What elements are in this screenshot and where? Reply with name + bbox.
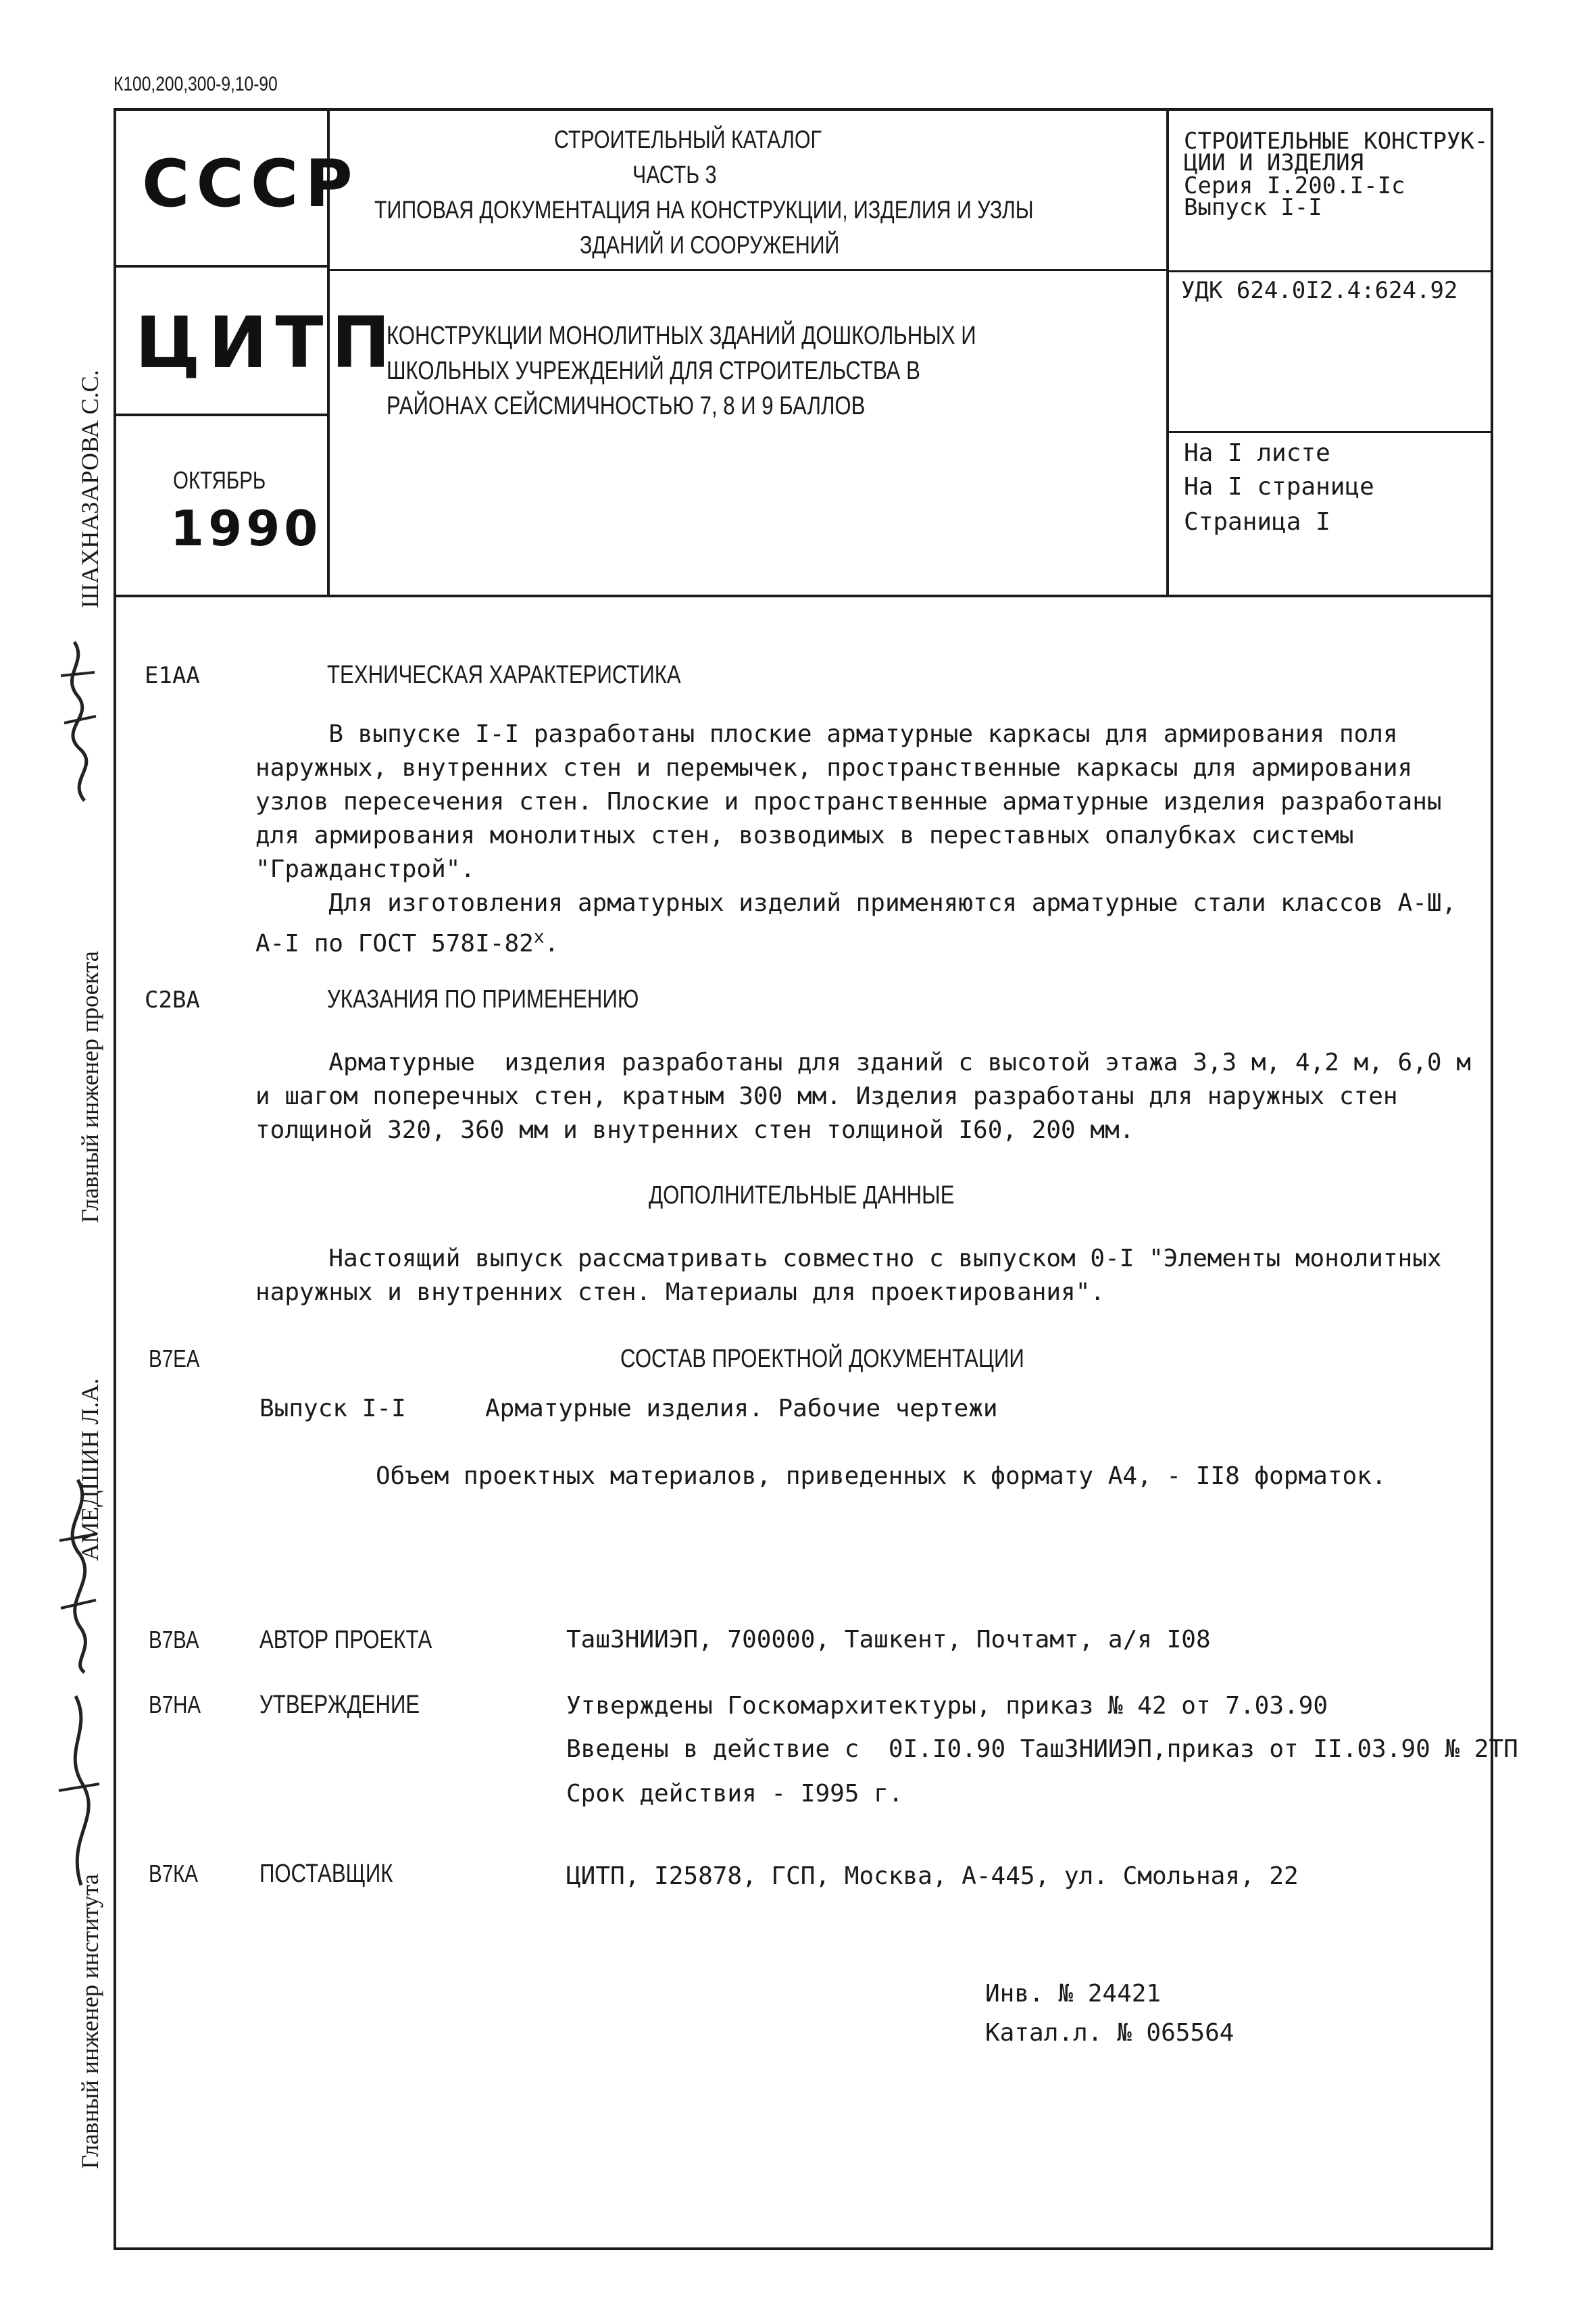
usage-code: С2ВА — [145, 987, 200, 1014]
sheet-line-2: На I странице — [1184, 473, 1374, 501]
additional-title: ДОПОЛНИТЕЛЬНЫЕ ДАННЫЕ — [649, 1181, 955, 1210]
tech-title: ТЕХНИЧЕСКАЯ ХАРАКТЕРИСТИКА — [327, 661, 681, 689]
additional-line-2: наружных и внутренних стен. Материалы для проектирования". — [255, 1278, 1105, 1306]
approval-line-2: Введены в действие с 0I.I0.90 ТашЗНИИЭП,приказ от II.03.90 № 2ТП — [566, 1735, 1518, 1763]
side-right-top-name: ШАХНАЗАРОВА С.С. — [76, 370, 103, 608]
composition-volume: Объем проектных материалов, приведенных к формату А4, - II8 форматок. — [376, 1462, 1387, 1490]
tech-line-7-tail: . — [544, 930, 559, 957]
supplier-label: ПОСТАВЩИК — [259, 1860, 393, 1888]
tech-line-5: "Гражданстрой". — [255, 855, 476, 883]
udk-label: УДК 624.0I2.4:624.92 — [1181, 277, 1458, 304]
series-line-2: ЦИИ И ИЗДЕЛИЯ — [1184, 149, 1364, 176]
series-line-3: Серия I.200.I-Iс — [1184, 172, 1405, 199]
frame-bottom — [114, 2247, 1493, 2250]
month-label: ОКТЯБРЬ — [173, 466, 266, 494]
frame-left — [114, 108, 116, 2250]
tech-line-7-sup: x — [533, 927, 545, 947]
catalog-line-3: ТИПОВАЯ ДОКУМЕНТАЦИЯ НА КОНСТРУКЦИИ, ИЗДЕЛИЯ И УЗЛЫ — [374, 196, 1034, 224]
frame-right — [1491, 108, 1493, 2250]
catalog-row-line — [328, 269, 1168, 271]
tech-line-4: для армирования монолитных стен, возводимых в переставных опалубках системы — [255, 822, 1354, 849]
composition-issue: Выпуск I-I — [259, 1395, 406, 1422]
side-bottom-caption: Главный инженер института — [76, 1874, 103, 2169]
ussr-label: СССР — [142, 146, 359, 222]
right-row-line-1 — [1168, 270, 1492, 272]
tech-line-1: В выпуске I-I разработаны плоские арматурные каркасы для армирования поля — [255, 720, 1398, 748]
catalog-line-4: ЗДАНИЙ И СООРУЖЕНИЙ — [580, 231, 840, 259]
header-bottom-line — [114, 595, 1493, 597]
usage-line-1: Арматурные изделия разработаны для зданий с высотой этажа 3,3 м, 4,2 м, 6,0 м — [255, 1049, 1471, 1076]
frame-top — [114, 108, 1493, 111]
signature-top — [47, 635, 108, 811]
author-value: ТашЗНИИЭП, 700000, Ташкент, Почтамт, а/я I08 — [566, 1626, 1211, 1653]
tech-line-7 — [255, 920, 559, 961]
tech-line-6: Для изготовления арматурных изделий применяются арматурные стали классов А-Ш, — [255, 889, 1457, 917]
supplier-value: ЦИТП, I25878, ГСП, Москва, А-445, ул. Смольная, 22 — [566, 1862, 1299, 1890]
usage-line-3: толщиной 320, 360 мм и внутренних стен толщиной I60, 200 мм. — [255, 1116, 1134, 1144]
document-code: К100,200,300-9,10-90 — [114, 73, 278, 95]
series-line-4: Выпуск I-I — [1184, 194, 1322, 221]
tech-line-7-text: А-I по ГОСТ 578I-82 — [255, 930, 534, 957]
right-row-line-2 — [1168, 431, 1492, 433]
composition-title: СОСТАВ ПРОЕКТНОЙ ДОКУМЕНТАЦИИ — [620, 1345, 1024, 1373]
tech-line-2: наружных, внутренних стен и перемычек, пространственные каркасы для армирования — [255, 754, 1413, 782]
sheet-line-1: На I листе — [1184, 439, 1330, 467]
catalog-sheet-number: Катал.л. № 065564 — [985, 2019, 1235, 2047]
catalog-line-1: СТРОИТЕЛЬНЫЙ КАТАЛОГ — [554, 126, 822, 153]
additional-line-1: Настоящий выпуск рассматривать совместно с выпуском 0-I "Элементы монолитных — [255, 1245, 1442, 1272]
composition-code: В7ЕА — [149, 1345, 200, 1372]
supplier-code: В7КА — [149, 1860, 198, 1887]
title-line-1: КОНСТРУКЦИИ МОНОЛИТНЫХ ЗДАНИЙ ДОШКОЛЬНЫХ И — [386, 322, 976, 350]
side-right-mid-name: АМЕДШИН Л.А. — [76, 1378, 103, 1561]
composition-issue-desc: Арматурные изделия. Рабочие чертежи — [485, 1395, 998, 1422]
author-code: В7ВА — [149, 1626, 199, 1653]
tech-code: Е1АА — [145, 662, 200, 689]
sheet-line-3: Страница I — [1184, 508, 1330, 536]
catalog-line-2: ЧАСТЬ 3 — [632, 161, 717, 189]
approval-line-3: Срок действия - I995 г. — [566, 1780, 903, 1808]
right-col-line — [1166, 108, 1169, 596]
usage-line-2: и шагом поперечных стен, кратным 300 мм. Изделия разработаны для наружных стен — [255, 1082, 1398, 1110]
year-label: 1990 — [170, 500, 322, 557]
title-line-2: ШКОЛЬНЫХ УЧРЕЖДЕНИЙ ДЛЯ СТРОИТЕЛЬСТВА В — [386, 357, 920, 385]
series-line-1: СТРОИТЕЛЬНЫЕ КОНСТРУК- — [1184, 128, 1489, 155]
signature-bottom — [49, 1689, 109, 1892]
tech-line-3: узлов пересечения стен. Плоские и пространственные арматурные изделия разработаны — [255, 788, 1442, 816]
approval-line-1: Утверждены Госкомархитектуры, приказ № 42 от 7.03.90 — [566, 1692, 1328, 1720]
side-mid-caption: Главный инженер проекта — [76, 951, 103, 1223]
signature-mid — [47, 1473, 108, 1676]
stamp-row-line-2 — [114, 414, 328, 416]
citp-label: ЦИТП — [135, 301, 399, 384]
usage-title: УКАЗАНИЯ ПО ПРИМЕНЕНИЮ — [327, 985, 639, 1014]
approval-label: УТВЕРЖДЕНИЕ — [259, 1691, 420, 1719]
inventory-number: Инв. № 24421 — [985, 1980, 1162, 2008]
stamp-row-line-1 — [114, 265, 328, 268]
approval-code: В7НА — [149, 1691, 201, 1718]
title-line-3: РАЙОНАХ СЕЙСМИЧНОСТЬЮ 7, 8 И 9 БАЛЛОВ — [386, 392, 866, 420]
author-label: АВТОР ПРОЕКТА — [259, 1626, 432, 1654]
